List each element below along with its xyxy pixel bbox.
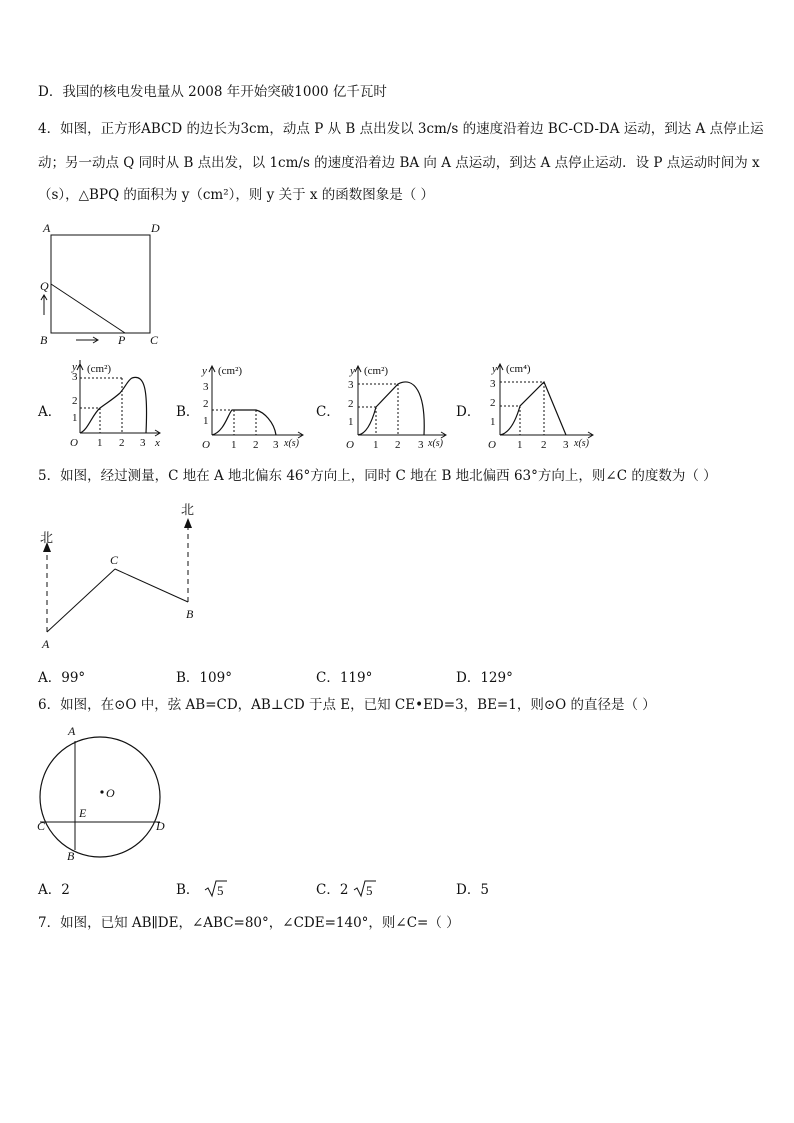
origin: O xyxy=(70,437,78,449)
q6-text: 6．如图，在⊙O 中，弦 AB=CD，AB⊥CD 于点 E，已知 CE•ED=3，BE=1，则⊙O 的直径是（ ） xyxy=(38,697,656,713)
q6-option-d: D．5 xyxy=(456,882,489,898)
tick-3: 3 xyxy=(490,378,496,390)
sqrt-value: 5 xyxy=(365,883,373,898)
label-a: A xyxy=(42,637,50,651)
xtick-1: 1 xyxy=(373,439,379,451)
sqrt-icon xyxy=(204,879,228,899)
q4-square-figure xyxy=(36,220,171,350)
q4-graph-b xyxy=(198,362,308,452)
axis-unit: (cm⁴) xyxy=(506,363,531,375)
label-e: E xyxy=(79,806,87,820)
axis-y: y xyxy=(492,363,497,375)
q6-option-b xyxy=(176,878,228,899)
q4-text-line2: 动；另一动点 Q 同时从 B 点出发，以 1cm/s 的速度沿着边 BA 向 A 点运动，到达 A 点停止运动．设 P 点运动时间为 x xyxy=(38,155,760,171)
q4-graph-a xyxy=(60,360,170,450)
q5-option-b: B．109° xyxy=(176,670,232,686)
q4-option-b-label: B． xyxy=(176,404,200,420)
axis-x: x(s) xyxy=(428,438,443,449)
q6-option-b-letter: B． xyxy=(176,882,200,898)
xtick-1: 1 xyxy=(517,439,523,451)
label-o: O xyxy=(106,786,115,800)
xtick-3: 3 xyxy=(563,439,569,451)
label-b: B xyxy=(186,607,194,621)
q4-text-line3: （s），△BPQ 的面积为 y（cm²），则 y 关于 x 的函数图象是（ ） xyxy=(38,187,435,203)
label-c: C xyxy=(150,333,159,347)
tick-2: 2 xyxy=(72,395,78,407)
q5-text: 5．如图，经过测量，C 地在 A 地北偏东 46°方向上，同时 C 地在 B 地北偏西 63°方向上，则∠C 的度数为（ ） xyxy=(38,468,717,484)
origin: O xyxy=(202,439,210,451)
north-label-a: 北 xyxy=(40,530,54,545)
tick-3: 3 xyxy=(348,379,354,391)
tick-2: 2 xyxy=(203,398,209,410)
label-a: A xyxy=(68,724,76,738)
xtick-3: 3 xyxy=(273,439,279,451)
origin: O xyxy=(346,439,354,451)
axis-y: y xyxy=(350,365,355,377)
q4-option-d-label: D． xyxy=(456,404,481,420)
label-a: A xyxy=(43,221,51,235)
xtick-3: 3 xyxy=(418,439,424,451)
q6-option-c-letter: C．2 xyxy=(316,882,349,898)
tick-2: 2 xyxy=(490,397,496,409)
axis-x: x(s) xyxy=(574,438,589,449)
axis-unit: (cm²) xyxy=(87,363,112,375)
label-d: D xyxy=(151,221,160,235)
axis-y: y xyxy=(72,361,77,373)
north-label-b: 北 xyxy=(181,502,195,517)
q6-option-c xyxy=(316,878,377,899)
xtick-2: 2 xyxy=(395,439,401,451)
xtick-3: 3 xyxy=(140,437,146,449)
label-b: B xyxy=(40,333,48,347)
q5-bearing-figure xyxy=(36,500,216,655)
axis-unit: (cm²) xyxy=(218,365,243,377)
q4-text-line1: 4．如图，正方形ABCD 的边长为3cm，动点 P 从 B 点出发以 3cm/s 的速度沿着边 BC-CD-DA 运动，到达 A 点停止运 xyxy=(38,121,764,137)
label-p: P xyxy=(118,333,126,347)
sqrt-icon xyxy=(353,879,377,899)
tick-1: 1 xyxy=(203,415,209,427)
label-q: Q xyxy=(40,279,49,293)
q7-text: 7．如图，已知 AB∥DE，∠ABC=80°，∠CDE=140°，则∠C=（ ） xyxy=(38,915,460,931)
label-b: B xyxy=(67,849,75,863)
xtick-2: 2 xyxy=(119,437,125,449)
tick-2: 2 xyxy=(348,398,354,410)
q4-option-a-label: A． xyxy=(38,404,62,420)
q5-option-a: A．99° xyxy=(38,670,86,686)
axis-x: x(s) xyxy=(284,438,299,449)
tick-1: 1 xyxy=(72,412,78,424)
q4-graph-d xyxy=(478,360,600,452)
q4-option-c-label: C． xyxy=(316,404,340,420)
q5-option-c: C．119° xyxy=(316,670,373,686)
q6-option-a: A．2 xyxy=(38,882,70,898)
xtick-1: 1 xyxy=(97,437,103,449)
tick-1: 1 xyxy=(348,416,354,428)
q6-circle-figure xyxy=(34,720,184,865)
xtick-1: 1 xyxy=(231,439,237,451)
tick-1: 1 xyxy=(490,416,496,428)
label-d: D xyxy=(156,819,165,833)
tick-3: 3 xyxy=(203,381,209,393)
label-c: C xyxy=(37,819,46,833)
label-c: C xyxy=(110,553,119,567)
sqrt-value: 5 xyxy=(216,883,224,898)
origin: O xyxy=(488,439,496,451)
xtick-2: 2 xyxy=(541,439,547,451)
axis-y: y xyxy=(202,365,207,377)
xtick-2: 2 xyxy=(253,439,259,451)
axis-unit: (cm²) xyxy=(364,365,389,377)
q5-option-d: D．129° xyxy=(456,670,513,686)
prev-option-d: D．我国的核电发电量从 2008 年开始突破1000 亿千瓦时 xyxy=(38,84,387,100)
tick-3: 3 xyxy=(72,371,78,383)
q4-graph-c xyxy=(338,362,453,452)
axis-x: x xyxy=(155,437,160,449)
